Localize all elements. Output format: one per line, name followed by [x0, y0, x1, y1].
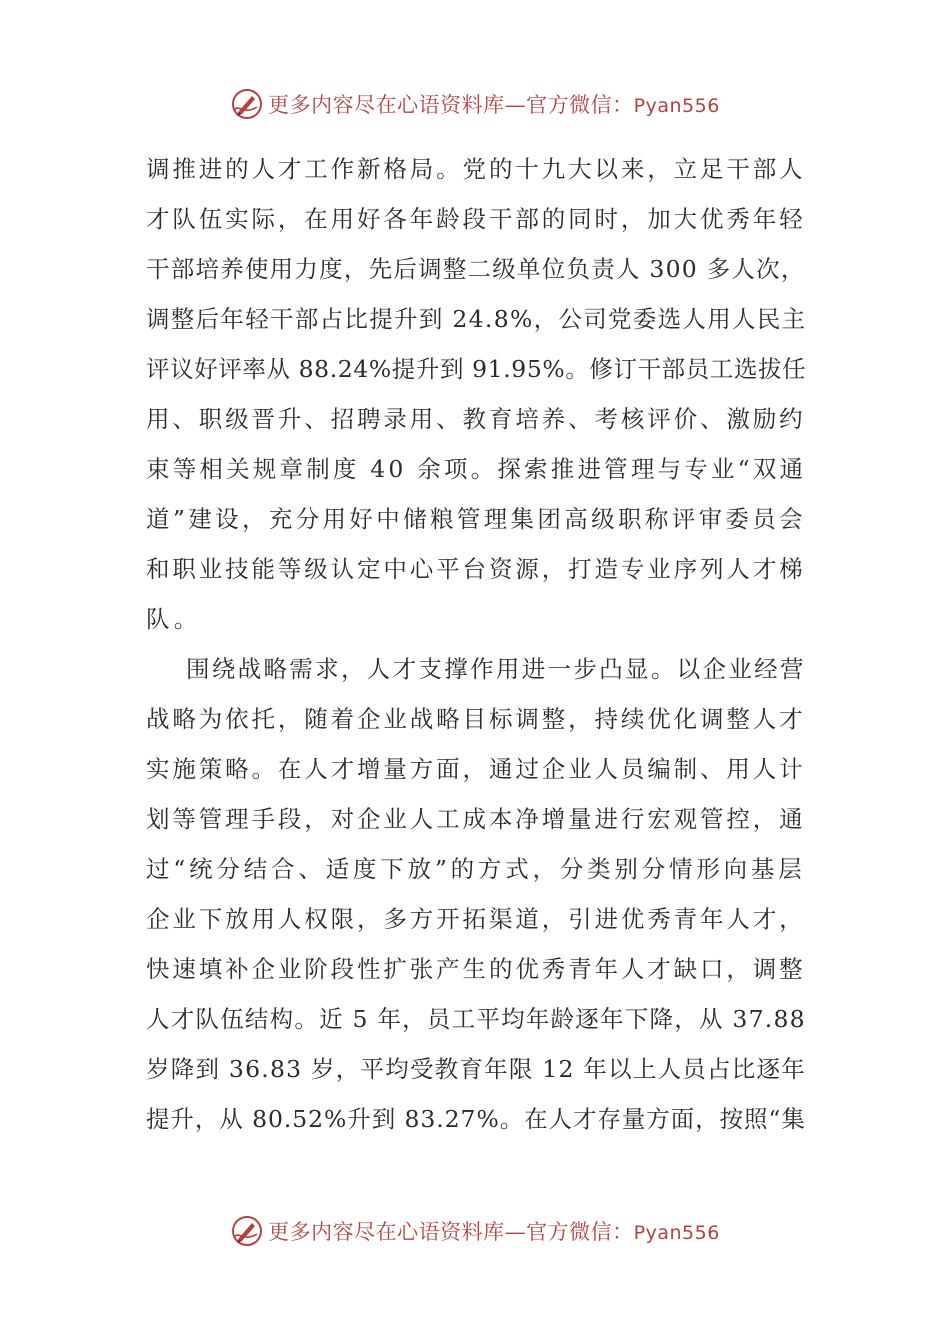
text-line: 评议好评率从 88.24%提升到 91.95%。修订干部员工选拔任 — [146, 355, 807, 383]
paragraph-2 — [146, 644, 806, 1144]
watermark-wechat-id: Pyan556 — [633, 1222, 720, 1244]
text-line: 道”建设，充分用好中储粮管理集团高级职称评审委员会 — [146, 505, 807, 533]
header-watermark — [0, 84, 950, 124]
watermark-label: 更多内容尽在心语资料库—官方微信： — [268, 93, 634, 117]
text-line: 束等相关规章制度 40 余项。探索推进管理与专业“双通 — [146, 455, 807, 483]
text-line: 用、职级晋升、招聘录用、教育培养、考核评价、激励约 — [146, 405, 806, 433]
text-line: 快速填补企业阶段性扩张产生的优秀青年人才缺口，调整 — [146, 955, 806, 983]
text-line: 调整后年轻干部占比提升到 24.8%，公司党委选人用人民主 — [146, 305, 807, 333]
text-line: 提升，从 80.52%升到 83.27%。在人才存量方面，按照“集 — [146, 1105, 806, 1133]
watermark-text — [268, 1216, 720, 1246]
pen-logo-icon — [230, 87, 264, 121]
watermark-wechat-id: Pyan556 — [633, 95, 720, 117]
text-line: 过“统分结合、适度下放”的方式，分类别分情形向基层 — [146, 855, 806, 883]
document-body — [146, 144, 806, 1144]
text-line: 调推进的人才工作新格局。党的十九大以来，立足干部人 — [146, 155, 806, 183]
text-line: 才队伍实际，在用好各年龄段干部的同时，加大优秀年轻 — [146, 205, 806, 233]
text-line: 划等管理手段，对企业人工成本净增量进行宏观管控，通 — [146, 805, 806, 833]
text-line: 实施策略。在人才增量方面，通过企业人员编制、用人计 — [146, 755, 806, 783]
footer-watermark — [0, 1211, 950, 1251]
text-line: 队。 — [146, 605, 202, 633]
text-line: 围绕战略需求，人才支撑作用进一步凸显。以企业经营 — [186, 655, 806, 683]
paragraph-1 — [146, 144, 806, 644]
text-line: 干部培养使用力度，先后调整二级单位负责人 300 多人次， — [146, 255, 806, 283]
watermark-text — [268, 89, 720, 119]
text-line: 战略为依托，随着企业战略目标调整，持续优化调整人才 — [146, 705, 806, 733]
pen-logo-icon — [230, 1214, 264, 1248]
watermark-label: 更多内容尽在心语资料库—官方微信： — [268, 1220, 634, 1244]
text-line: 企业下放用人权限，多方开拓渠道，引进优秀青年人才， — [146, 905, 806, 933]
text-line: 和职业技能等级认定中心平台资源，打造专业序列人才梯 — [146, 555, 806, 583]
text-line: 人才队伍结构。近 5 年，员工平均年龄逐年下降，从 37.88 — [146, 1005, 806, 1033]
text-line: 岁降到 36.83 岁，平均受教育年限 12 年以上人员占比逐年 — [146, 1055, 806, 1083]
